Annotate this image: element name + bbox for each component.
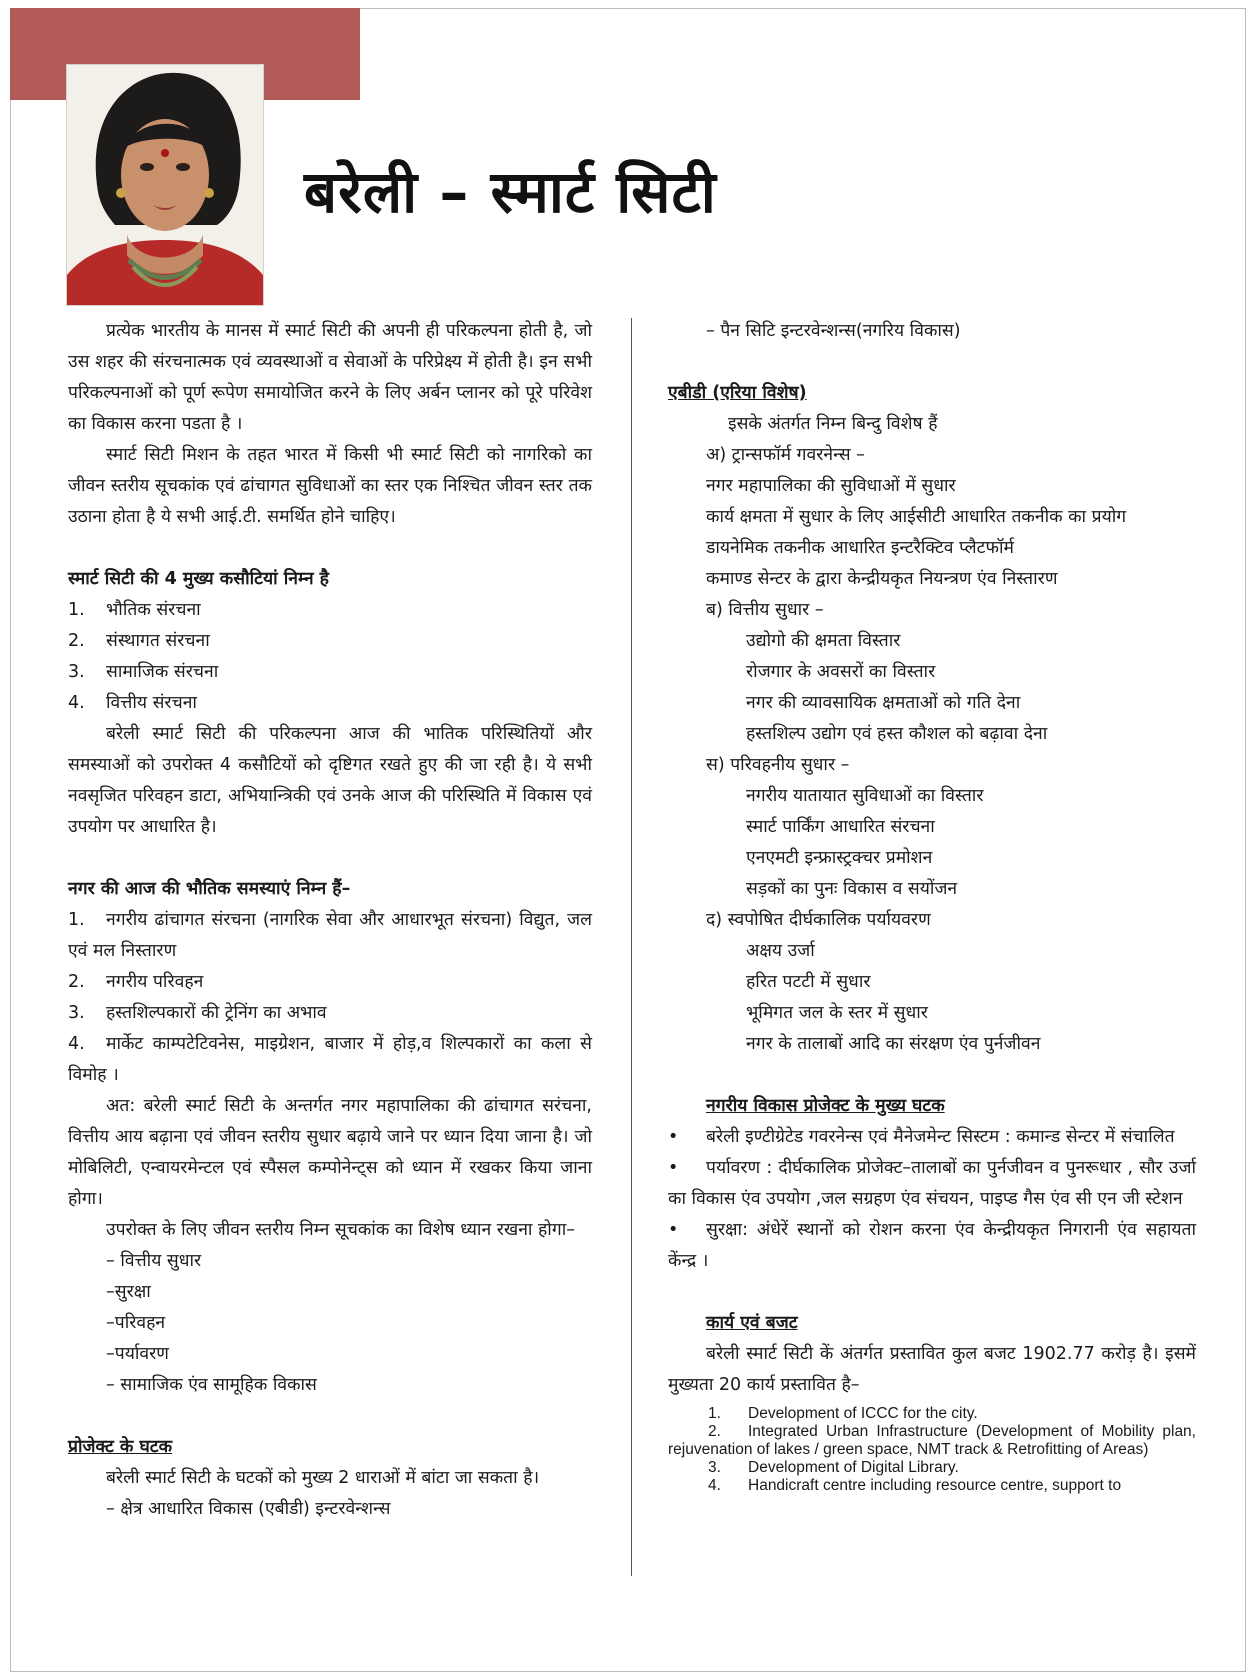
abd-intro: इसके अंतर्गत निम्न बिन्दु विशेष हैं [728, 414, 938, 434]
list-item: 4. Handicraft centre including resource centre, support to [708, 1477, 1122, 1494]
section-a-item: नगर महापालिका की सुविधाओं में सुधार [706, 476, 956, 496]
budget-list [668, 1405, 1196, 1495]
bullet-item: • पर्यावरण : दीर्घकालिक प्रोजेक्ट–तालाबों का पुर्नजीवन व पुनरूधार , सौर उर्जा का विकास एंव उपयोग ,जल सग्रहण एंव संचयन, पाइप्ड गैस एंव सी एन जी स्टेशन [668, 1153, 1196, 1215]
right-column [668, 316, 1196, 1495]
section-c-item: नगरीय यातायात सुविधाओं का विस्तार [746, 786, 984, 806]
section-b-item: उद्योगो की क्षमता विस्तार [746, 631, 901, 651]
components-paragraph: बरेली स्मार्ट सिटी के घटकों को मुख्य 2 धाराओं में बांटा जा सकता है। [106, 1468, 540, 1488]
focus-item: –सुरक्षा [106, 1282, 151, 1302]
criteria-paragraph: बरेली स्मार्ट सिटी की परिकल्पना आज की भातिक परिस्थितियों और समस्याओं को उपरोक्त 4 कसौटियों को दृष्टिगत रखते हुए की जा रही है। ये सभी नवसृजित परिवहन डाटा, अभियान्त्रिकी एवं उनके आज की परिस्थिति में विकास एवं उपयोग पर आधारित है। [68, 724, 592, 837]
problems-heading: नगर की आज की भौतिक समस्याएं निम्न हैं– [68, 879, 351, 899]
focus-item: –पर्यावरण [106, 1344, 169, 1364]
list-item: 3. Development of Digital Library. [708, 1459, 959, 1476]
column-divider [631, 318, 632, 1576]
section-d-item: नगर के तालाबों आदि का संरक्षण एंव पुर्नजीवन [746, 1034, 1041, 1054]
section-b-item: रोजगार के अवसरों का विस्तार [746, 662, 936, 682]
budget-heading: कार्य एवं बजट [706, 1313, 798, 1333]
bullet-icon: • [668, 1158, 679, 1178]
section-a-title: अ) ट्रान्सफॉर्म गवरनेन्स – [706, 445, 865, 465]
budget-paragraph: बरेली स्मार्ट सिटी कें अंतर्गत प्रस्तावित कुल बजट 1902.77 करोड़ है। इसमें मुख्यता 20 कार्य प्रस्तावित है– [668, 1344, 1196, 1395]
section-b-item: हस्तशिल्प उद्योग एवं हस्त कौशल को बढ़ावा देना [746, 724, 1048, 744]
criteria-heading: स्मार्ट सिटी की 4 मुख्य कसौटियां निम्न है [68, 569, 329, 589]
list-item: 2. नगरीय परिवहन [68, 972, 204, 992]
components-heading: प्रोजेक्ट के घटक [68, 1437, 173, 1457]
section-d-item: भूमिगत जल के स्तर में सुधार [746, 1003, 928, 1023]
list-item: 4. मार्केट काम्पटेटिवनेस, माइग्रेशन, बाजार में होड़,व शिल्पकारों का कला से विमोह । [68, 1034, 592, 1085]
list-item: 1. भौतिक संरचना [68, 600, 201, 620]
left-column [68, 316, 592, 1525]
urban-heading: नगरीय विकास प्रोजेक्ट के मुख्य घटक [706, 1096, 945, 1116]
list-item: 3. सामाजिक संरचना [68, 662, 219, 682]
focus-item: – सामाजिक एंव सामूहिक विकास [106, 1375, 317, 1395]
bullet-icon: • [668, 1127, 679, 1147]
section-a-item: कार्य क्षमता में सुधार के लिए आईसीटी आधारित तकनीक का प्रयोग [706, 507, 1127, 527]
section-c-item: सड़कों का पुनः विकास व सयोंजन [746, 879, 958, 899]
section-a-item: कमाण्ड सेन्टर के द्वारा केन्द्रीयकृत नियन्त्रण एंव निस्तारण [706, 569, 1058, 589]
intro-paragraph-1: प्रत्येक भारतीय के मानस में स्मार्ट सिटी की अपनी ही परिकल्पना होती है, जो उस शहर की संरचनात्मक एवं व्यवस्थाओं व सेवाओं के परिप्रेक्ष्य में होती है। इन सभी परिकल्पनाओं को पूर्ण रूपेण समायोजित करने के लिए अर्बन प्लानर को पूरे परिवेश का विकास करना पडता है । [68, 321, 592, 434]
intro-paragraph-2: स्मार्ट सिटी मिशन के तहत भारत में किसी भी स्मार्ट सिटी को नागरिको का जीवन स्तरीय सूचकांक एवं ढांचागत सुविधाओं का स्तर एक निश्चित जीवन स्तर तक उठाना होता है ये सभी आई.टी. समर्थित होने चाहिए। [68, 445, 592, 527]
author-photo [66, 64, 264, 306]
list-item: 2. संस्थागत संरचना [68, 631, 210, 651]
abd-heading: एबीडी (एरिया विशेष) [668, 383, 807, 403]
section-d-title: द) स्वपोषित दीर्घकालिक पर्यायवरण [706, 910, 931, 930]
bullet-item: • सुरक्षा: अंधेरें स्थानों को रोशन करना एंव केन्द्रीयकृत निगरानी एंव सहायता केंन्द्र । [668, 1215, 1196, 1277]
section-a-item: डायनेमिक तकनीक आधारित इन्टरैक्टिव प्लैटफॉर्म [706, 538, 1014, 558]
bullet-icon: • [668, 1220, 679, 1240]
section-b-item: नगर की व्यावसायिक क्षमताओं को गति देना [746, 693, 1021, 713]
list-item: 2. Integrated Urban Infrastructure (Development of Mobility plan, rejuvenation of lakes / green space, NMT track & Retrofitting of Areas) [668, 1423, 1196, 1458]
section-c-item: स्मार्ट पार्किंग आधारित संरचना [746, 817, 935, 837]
focus-item: –परिवहन [106, 1313, 166, 1333]
section-c-title: स) परिवहनीय सुधार – [706, 755, 850, 775]
components-item: – पैन सिटि इन्टरवेन्शन्स(नगरिय विकास) [706, 321, 961, 341]
problems-paragraph-1: अत: बरेली स्मार्ट सिटी के अन्तर्गत नगर महापालिका की ढांचागत सरंचना, वित्तीय आय बढ़ाना एवं जीवन स्तरीय सुधार बढ़ाये जाने पर ध्यान दिया जाना है। जो मोबिलिटी, एन्वायरमेन्टल एवं स्पैसल कम्पोनेन्ट्स को ध्यान में रखकर किया जाना होगा। [68, 1096, 592, 1209]
list-item: 1. नगरीय ढांचागत संरचना (नागरिक सेवा और आधारभूत संरचना) विद्युत, जल एवं मल निस्तारण [68, 910, 592, 961]
list-item: 4. वित्तीय संरचना [68, 693, 197, 713]
section-c-item: एनएमटी इन्फ्रास्ट्रक्चर प्रमोशन [746, 848, 933, 868]
section-b-title: ब) वित्तीय सुधार – [706, 600, 824, 620]
bullet-item: • बरेली इण्टीग्रेटेड गवरनेन्स एवं मैनेजमेन्ट सिस्टम : कमान्ड सेन्टर में संचालित [668, 1122, 1196, 1153]
focus-item: – वित्तीय सुधार [106, 1251, 202, 1271]
section-d-item: हरित पटटी में सुधार [746, 972, 871, 992]
list-item: 3. हस्तशिल्पकारों की ट्रेनिंग का अभाव [68, 1003, 327, 1023]
list-item: 1. Development of ICCC for the city. [708, 1405, 978, 1422]
components-item: – क्षेत्र आधारित विकास (एबीडी) इन्टरवेन्शन्स [106, 1499, 391, 1519]
section-d-item: अक्षय उर्जा [746, 941, 815, 961]
page-title: बरेली – स्मार्ट सिटी [304, 158, 717, 226]
problems-paragraph-2: उपरोक्त के लिए जीवन स्तरीय निम्न सूचकांक का विशेष ध्यान रखना होगा– [106, 1220, 575, 1240]
